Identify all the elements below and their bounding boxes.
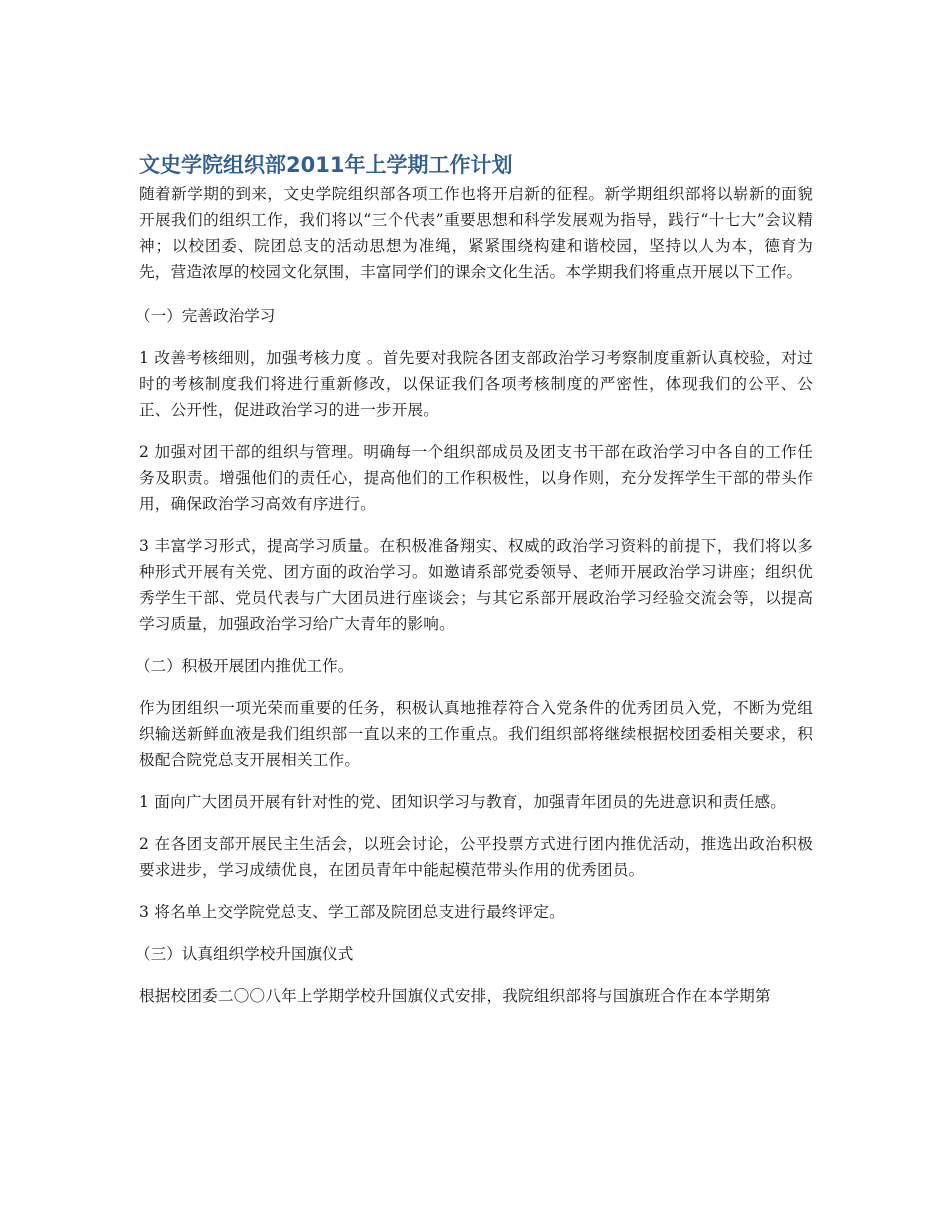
section-heading-recommend-excellent: （二）积极开展团内推优工作。 <box>135 657 354 675</box>
document-page <box>135 150 813 1025</box>
section-intro-paragraph: 根据校团委二〇〇八年上学期学校升国旗仪式安排，我院组织部将与国旗班合作在本学期第 <box>139 987 771 1005</box>
list-item: 3 丰富学习形式，提高学习质量。在积极准备翔实、权威的政治学习资料的前提下，我们将以多种形式开展有关党、团方面的政治学习。如邀请系部党委领导、老师开展政治学习讲座；组织优秀学生干部、党员代表与广大团员进行座谈会；与其它系部开展政治学习经验交流会等，以提高学习质量，加强政治学习给广大青年的影响。 <box>139 537 813 633</box>
list-item: 3 将名单上交学院党总支、学工部及院团总支进行最终评定。 <box>139 903 565 921</box>
intro-paragraph: 随着新学期的到来，文史学院组织部各项工作也将开启新的征程。新学期组织部将以崭新的面貌开展我们的组织工作，我们将以“三个代表”重要思想和科学发展观为指导，践行“十七大”会议精神；以校团委、院团总支的活动思想为准绳，紧紧围绕构建和谐校园，坚持以人为本，德育为先，营造浓厚的校园文化氛围，丰富同学们的课余文化生活。本学期我们将重点开展以下工作。 <box>139 185 813 281</box>
list-item: 2 加强对团干部的组织与管理。明确每一个组织部成员及团支书干部在政治学习中各自的工作任务及职责。增强他们的责任心，提高他们的工作积极性，以身作则，充分发挥学生干部的带头作用，确保政治学习高效有序进行。 <box>139 443 813 513</box>
section-intro-paragraph: 作为团组织一项光荣而重要的任务，积极认真地推荐符合入党条件的优秀团员入党，不断为党组织输送新鲜血液是我们组织部一直以来的工作重点。我们组织部将继续根据校团委相关要求，积极配合院党总支开展相关工作。 <box>139 699 813 769</box>
document-title: 文史学院组织部2011年上学期工作计划 <box>139 153 513 177</box>
section-heading-political-study: （一）完善政治学习 <box>135 307 276 325</box>
list-item: 1 改善考核细则，加强考核力度 。首先要对我院各团支部政治学习考察制度重新认真校验，对过时的考核制度我们将进行重新修改，以保证我们各项考核制度的严密性，体现我们的公平、公正、公开性，促进政治学习的进一步开展。 <box>139 349 813 419</box>
list-item: 2 在各团支部开展民主生活会，以班会讨论，公平投票方式进行团内推优活动，推选出政治积极要求进步，学习成绩优良，在团员青年中能起模范带头作用的优秀团员。 <box>139 835 813 879</box>
list-item: 1 面向广大团员开展有针对性的党、团知识学习与教育，加强青年团员的先进意识和责任感。 <box>139 793 787 811</box>
section-heading-flag-ceremony: （三）认真组织学校升国旗仪式 <box>135 945 354 963</box>
